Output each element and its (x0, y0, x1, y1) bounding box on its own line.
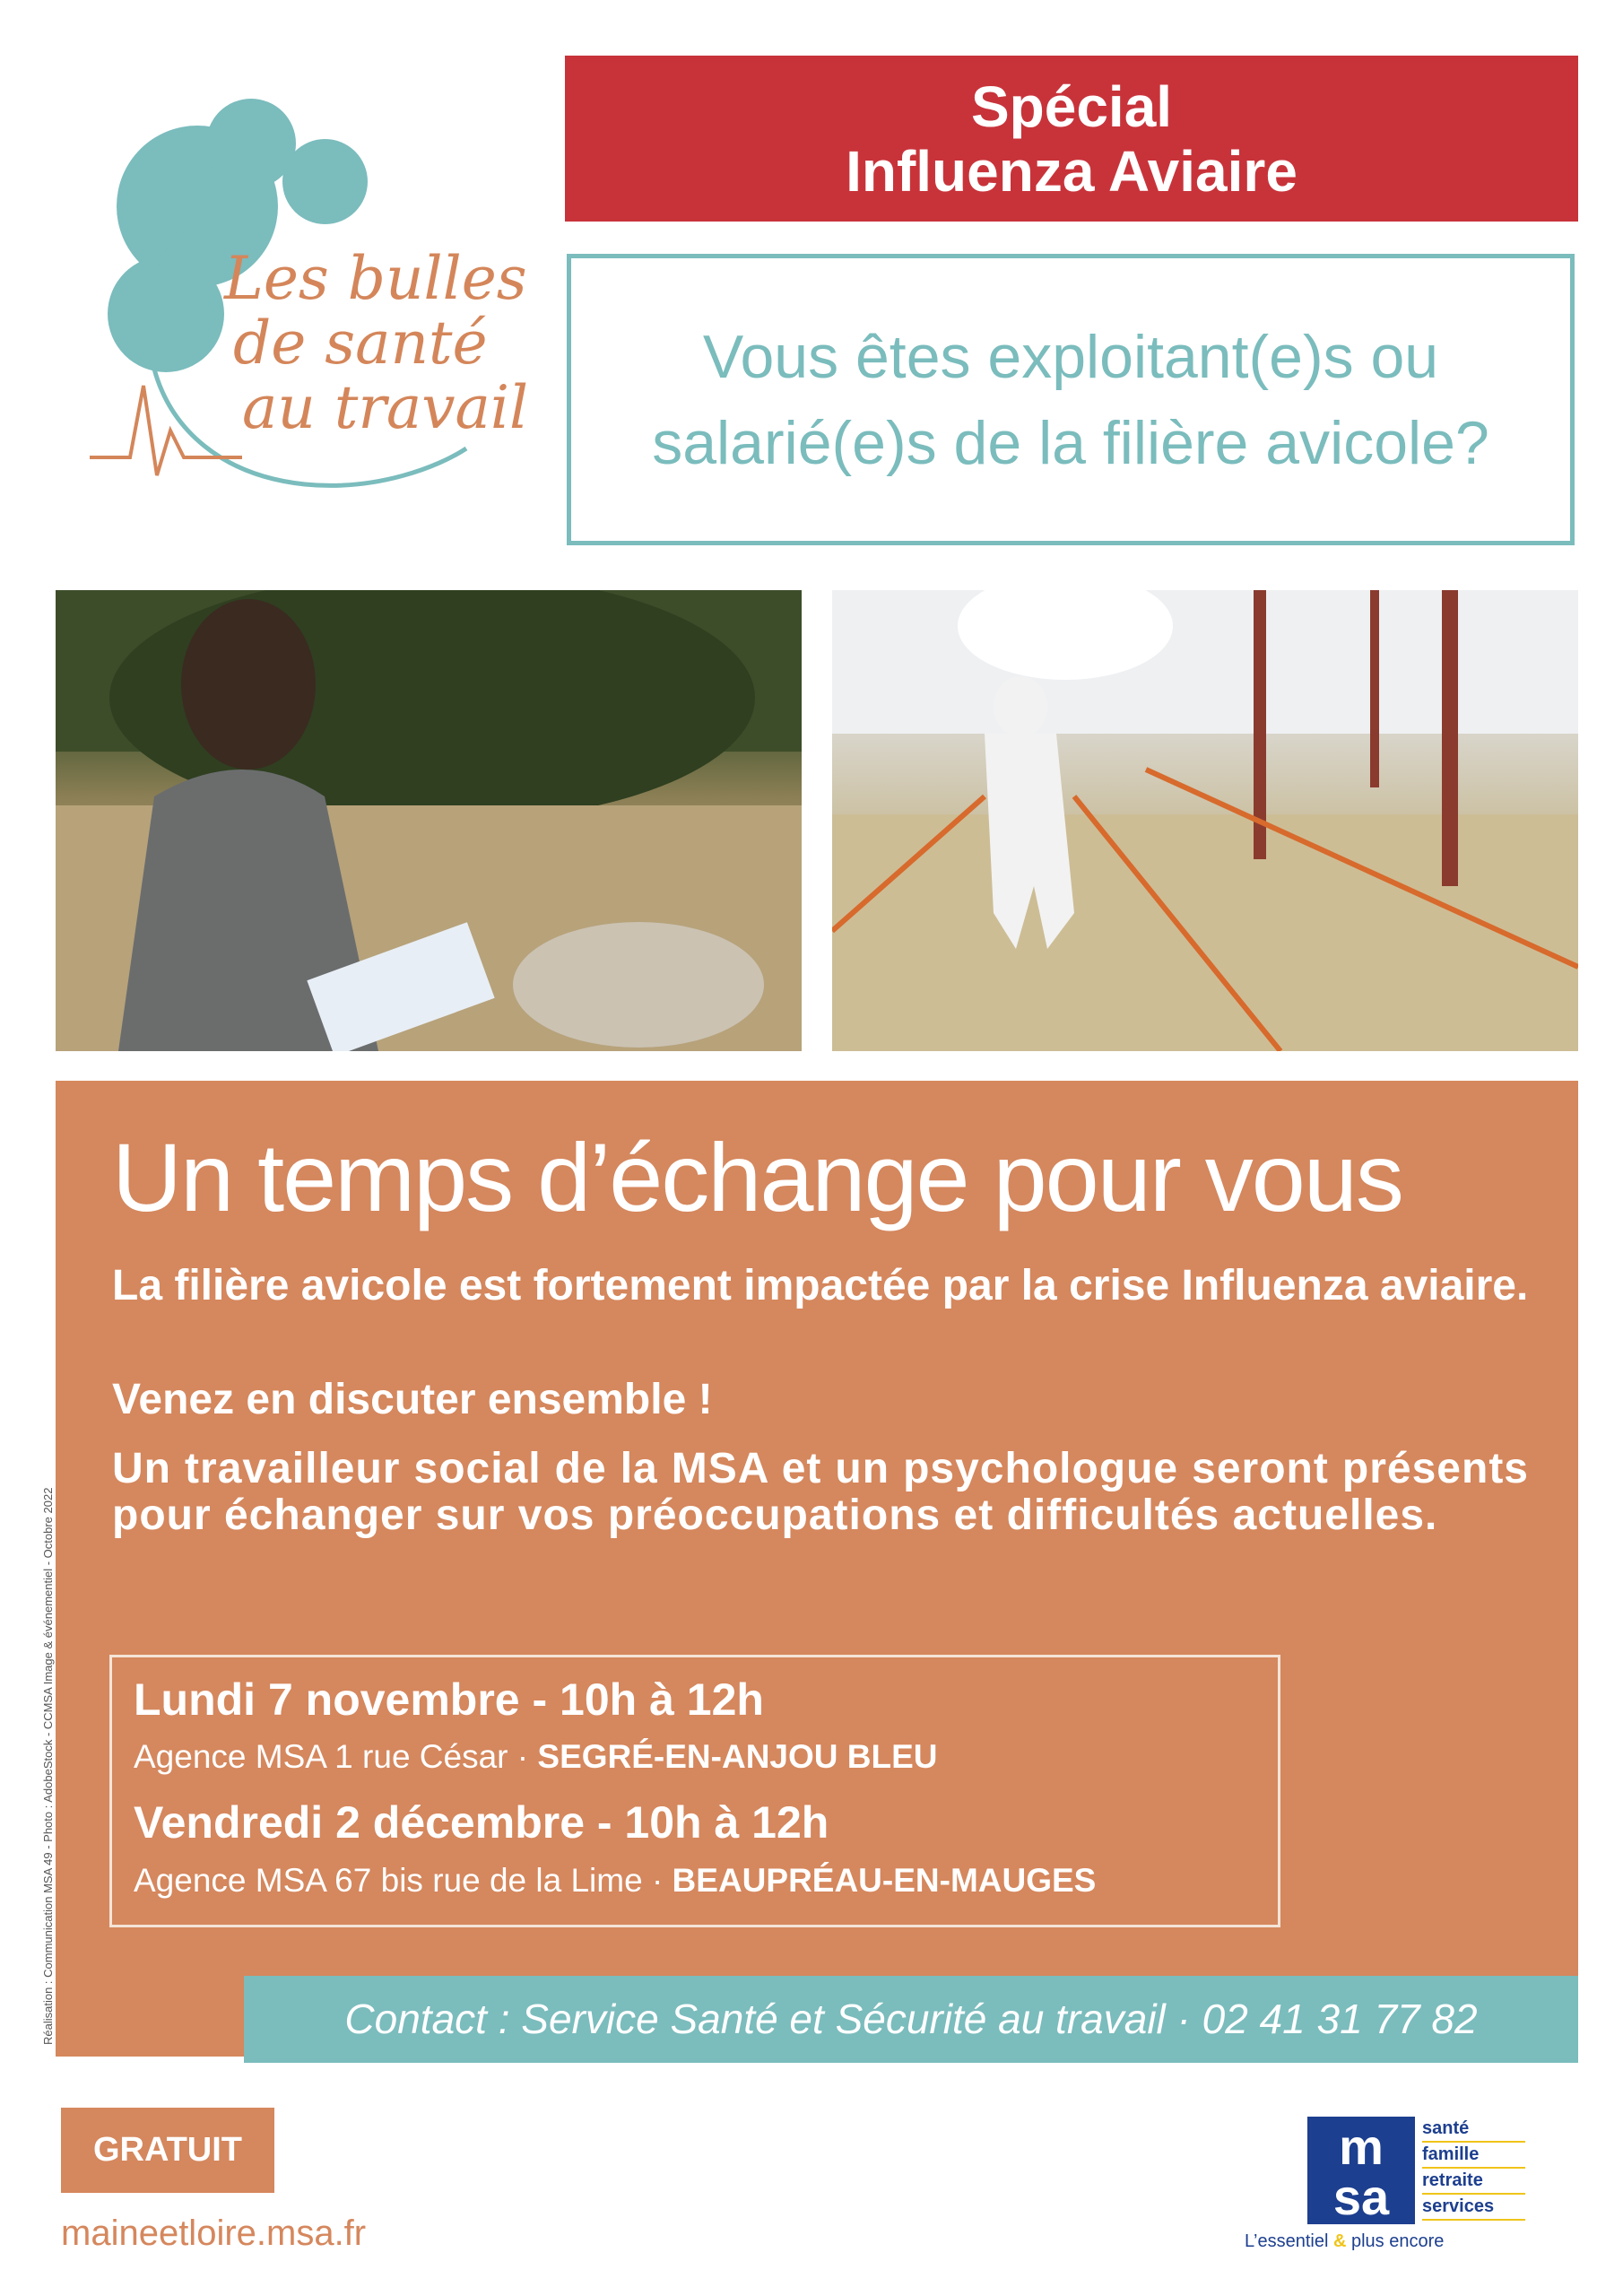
msa-word: famille (1422, 2143, 1525, 2169)
photo-poultry-house (832, 590, 1578, 1051)
logo-line: Les bulles (224, 244, 527, 313)
tagline-ampersand: & (1332, 2231, 1347, 2251)
section-title: Un temps d’échange pour vous (112, 1123, 1402, 1231)
banner-line: Influenza Aviaire (846, 138, 1298, 204)
event-city: SEGRÉ-EN-ANJOU BLEU (537, 1738, 938, 1775)
msa-words (1422, 2117, 1525, 2221)
photo-outdoor-flock (56, 590, 802, 1051)
msa-mark-top: m (1339, 2118, 1384, 2175)
logo-line: de santé (233, 309, 488, 378)
event-location (134, 1738, 938, 1776)
msa-word: services (1422, 2195, 1525, 2221)
bulles-logo (81, 90, 547, 511)
event-address: 67 bis rue de la Lime · (325, 1862, 673, 1899)
event-city: BEAUPRÉAU-EN-MAUGES (672, 1862, 1097, 1899)
special-banner (565, 56, 1578, 222)
msa-word: retraite (1422, 2169, 1525, 2195)
logo-line: au travail (242, 373, 529, 442)
event-address: 1 rue César · (325, 1738, 538, 1775)
msa-logo (1245, 2117, 1532, 2251)
paragraph-invite: Venez en discuter ensemble ! (112, 1376, 713, 1423)
question-line: salarié(e)s de la filière avicole? (652, 408, 1489, 477)
banner-line: Spécial (970, 74, 1173, 139)
event-agency: Agence MSA (134, 1862, 325, 1899)
events-box (109, 1655, 1280, 1927)
free-badge: GRATUIT (61, 2108, 274, 2193)
contact-strip: Contact : Service Santé et Sécurité au travail · 02 41 31 77 82 (244, 1976, 1578, 2063)
paragraph-details: Un travailleur social de la MSA et un psychologue seront présents pour échanger sur vos préoccupations et difficultés actuelles. (112, 1445, 1529, 1539)
event-date: Lundi 7 novembre - 10h à 12h (134, 1674, 764, 1725)
tagline-part: plus encore (1346, 2231, 1445, 2251)
msa-word: santé (1422, 2117, 1525, 2143)
paragraph-impact: La filière avicole est fortement impactée par la crise Influenza aviaire. (112, 1262, 1529, 1309)
msa-tagline (1245, 2231, 1444, 2252)
msa-mark (1307, 2117, 1415, 2224)
event-date: Vendredi 2 décembre - 10h à 12h (134, 1797, 829, 1848)
logo-text (224, 244, 529, 442)
msa-mark-bottom: sa (1332, 2169, 1390, 2225)
website-link[interactable]: maineetloire.msa.fr (61, 2213, 367, 2253)
question-line: Vous êtes exploitant(e)s ou (702, 322, 1439, 391)
event-location (134, 1862, 1096, 1900)
photo-credit: Réalisation : Communication MSA 49 - Photo : AdobeStock - CCMSA Image & événementiel - Octobre 2022 (41, 1487, 55, 2045)
event-agency: Agence MSA (134, 1738, 325, 1775)
tagline-part: L’essentiel (1245, 2231, 1333, 2251)
audience-question (567, 254, 1575, 545)
